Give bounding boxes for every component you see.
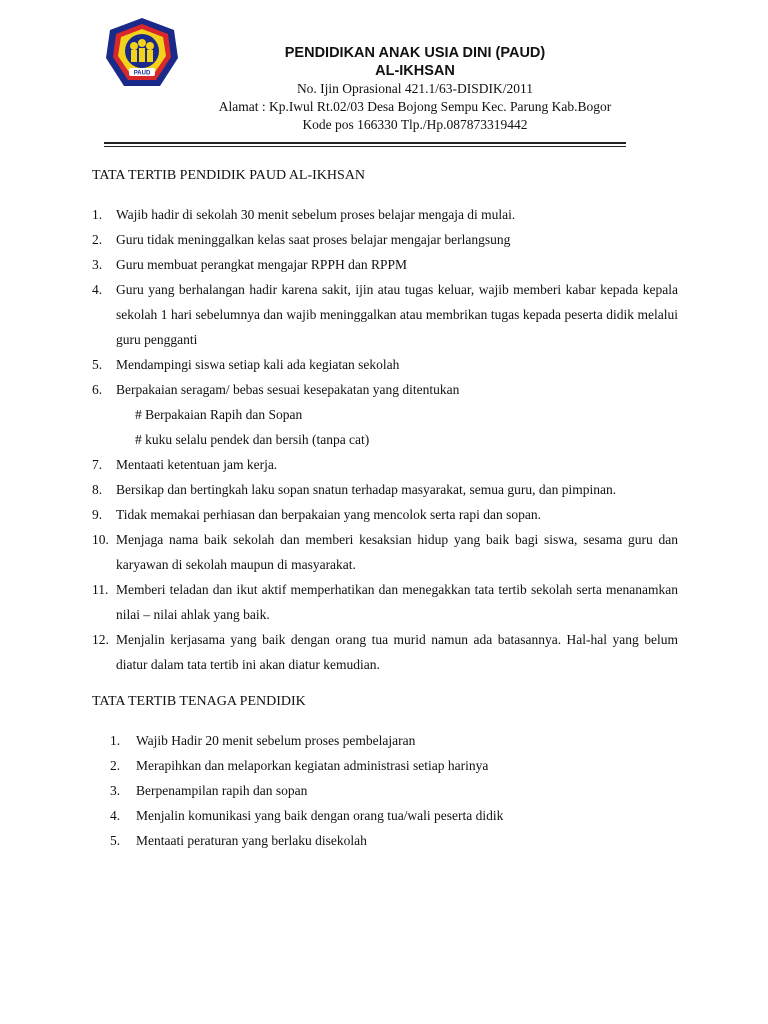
list-item: 4. Menjalin komunikasi yang baik dengan orang tua/wali peserta didik [110, 808, 504, 823]
sub-item: # kuku selalu pendek dan bersih (tanpa cat) [135, 432, 370, 447]
institution-name: AL-IKHSAN [375, 63, 455, 79]
list-item: 5. Mendampingi siswa setiap kali ada kegiatan sekolah [92, 357, 400, 372]
list-item: 4. Guru yang berhalangan hadir karena sakit, ijin atau tugas keluar, wajib memberi kabar kepada kepala sekolah 1 hari sebelumnya dan wajib meninggalkan atau membrikan tugas kepada peserta didik melalui guru pengganti [92, 282, 678, 347]
section-title-pendidik: TATA TERTIB PENDIDIK PAUD AL-IKHSAN [92, 168, 366, 183]
rules-list-pendidik [92, 202, 678, 677]
permit-number: No. Ijin Oprasional 421.1/63-DISDIK/2011 [296, 81, 534, 96]
contact-line: Kode pos 166330 Tlp./Hp.087873319442 [302, 117, 528, 132]
paud-logo [104, 16, 180, 92]
list-item: 8. Bersikap dan bertingkah laku sopan snatun terhadap masyarakat, semua guru, dan pimpinan. [92, 482, 617, 497]
list-item: 7. Mentaati ketentuan jam kerja. [92, 457, 278, 472]
list-item: 3. Guru membuat perangkat mengajar RPPH dan RPPM [92, 257, 407, 272]
institution-title: PENDIDIKAN ANAK USIA DINI (PAUD) [284, 45, 546, 61]
list-item: 11. Memberi teladan dan ikut aktif memperhatikan dan menegakkan tata tertib sekolah serta menanamkan nilai – nilai ahlak yang baik. [92, 582, 678, 622]
list-item: 1. Wajib Hadir 20 menit sebelum proses pembelajaran [110, 733, 416, 748]
list-item: 12. Menjalin kerjasama yang baik dengan orang tua murid namun ada batasannya. Hal-hal yang belum diatur dalam tata tertib ini akan diatur kemudian. [92, 632, 678, 672]
list-item: 2. Merapihkan dan melaporkan kegiatan administrasi setiap harinya [110, 758, 489, 773]
header-divider-thin [104, 146, 626, 147]
list-item: 2. Guru tidak meninggalkan kelas saat proses belajar mengajar berlangsung [92, 232, 511, 247]
list-item: 1. Wajib hadir di sekolah 30 menit sebelum proses belajar mengaja di mulai. [92, 207, 516, 222]
sub-item: # Berpakaian Rapih dan Sopan [135, 407, 303, 422]
address-line: Alamat : Kp.Iwul Rt.02/03 Desa Bojong Sempu Kec. Parung Kab.Bogor [218, 99, 612, 114]
list-item: 9. Tidak memakai perhiasan dan berpakaian yang mencolok serta rapi dan sopan. [92, 507, 541, 522]
list-item: 5. Mentaati peraturan yang berlaku disekolah [110, 833, 367, 848]
header-divider-thick [104, 142, 626, 144]
rules-list-tenaga-pendidik [110, 728, 630, 853]
section-title-tenaga-pendidik: TATA TERTIB TENAGA PENDIDIK [92, 694, 306, 709]
list-item: 3. Berpenampilan rapih dan sopan [110, 783, 308, 798]
list-item: 10. Menjaga nama baik sekolah dan memberi kesaksian hidup yang baik bagi siswa, sesama guru dan karyawan di sekolah maupun di masyarakat. [92, 532, 678, 572]
letterhead [190, 44, 640, 134]
logo-label: PAUD [133, 70, 151, 77]
list-item: 6. Berpakaian seragam/ bebas sesuai kesepakatan yang ditentukan [92, 382, 460, 397]
